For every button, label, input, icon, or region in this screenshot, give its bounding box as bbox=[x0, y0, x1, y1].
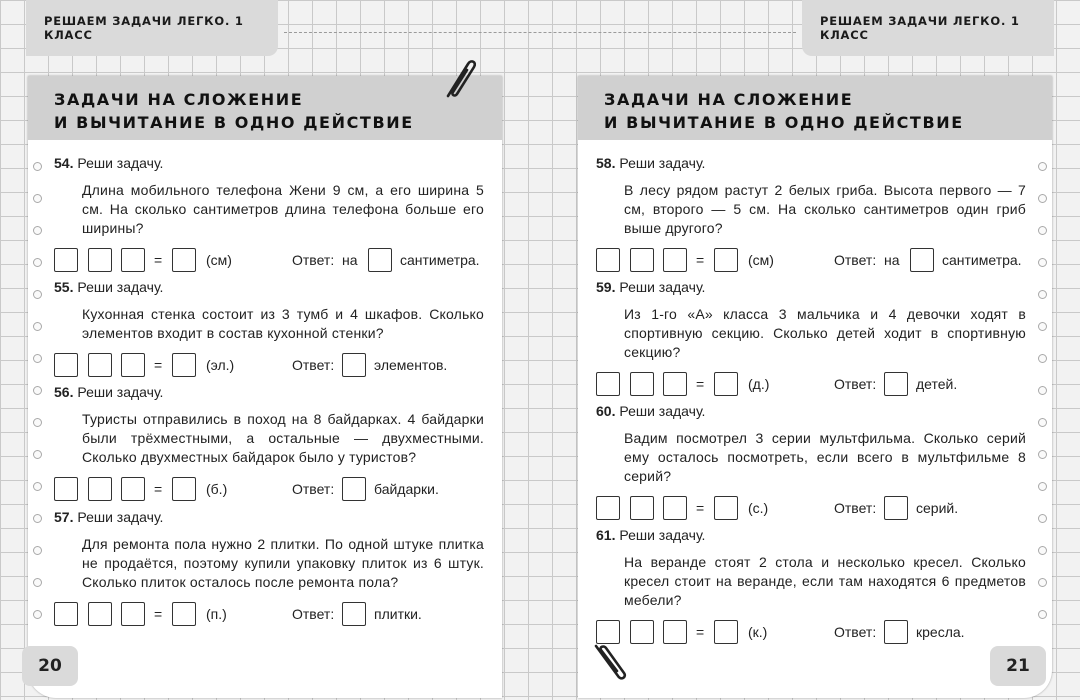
binder-hole-icon bbox=[33, 514, 42, 523]
binder-hole-icon bbox=[33, 578, 42, 587]
task-instruction: Реши задачу. bbox=[619, 403, 706, 419]
task-number: 56. bbox=[54, 384, 74, 400]
answer-box[interactable] bbox=[663, 620, 687, 644]
task-56 bbox=[54, 383, 484, 503]
solution-row bbox=[596, 372, 1026, 398]
binder-hole-icon bbox=[1038, 194, 1047, 203]
answer-box[interactable] bbox=[663, 248, 687, 272]
section-title-line1: ЗАДАЧИ НА СЛОЖЕНИЕ bbox=[54, 90, 304, 109]
binder-hole-icon bbox=[33, 610, 42, 619]
answer-box[interactable] bbox=[596, 372, 620, 396]
task-number: 59. bbox=[596, 279, 616, 295]
equals-sign: = bbox=[696, 624, 705, 640]
equals-sign: = bbox=[696, 376, 705, 392]
binder-hole-icon bbox=[33, 482, 42, 491]
answer-box[interactable] bbox=[121, 248, 145, 272]
answer-box[interactable] bbox=[54, 248, 78, 272]
binder-hole-icon bbox=[1038, 578, 1047, 587]
task-number: 54. bbox=[54, 155, 74, 171]
binder-hole-icon bbox=[33, 290, 42, 299]
task-number: 61. bbox=[596, 527, 616, 543]
equals-sign: = bbox=[154, 252, 163, 268]
answer-box[interactable] bbox=[630, 620, 654, 644]
task-60 bbox=[596, 402, 1026, 522]
solution-row bbox=[54, 477, 484, 503]
answer-suffix: детей. bbox=[916, 376, 958, 392]
answer-suffix: сантиметра. bbox=[400, 252, 480, 268]
answer-box[interactable] bbox=[54, 353, 78, 377]
equals-sign: = bbox=[154, 606, 163, 622]
result-box[interactable] bbox=[714, 248, 738, 272]
answer-box[interactable] bbox=[630, 372, 654, 396]
answer-box[interactable] bbox=[596, 496, 620, 520]
answer-suffix: серий. bbox=[916, 500, 959, 516]
equals-sign: = bbox=[154, 357, 163, 373]
unit-label: (с.) bbox=[748, 500, 769, 516]
answer-suffix: плитки. bbox=[374, 606, 422, 622]
equals-sign: = bbox=[696, 500, 705, 516]
binder-hole-icon bbox=[33, 450, 42, 459]
header-title-right: РЕШАЕМ ЗАДАЧИ ЛЕГКО. 1 КЛАСС bbox=[820, 14, 1020, 42]
result-box[interactable] bbox=[714, 496, 738, 520]
task-text: Длина мобильного телефона Жени 9 см, а его ширина 5 см. На сколько сантиметров длина телефона больше его ширины? bbox=[82, 182, 484, 236]
task-text: Кухонная стенка состоит из 3 тумб и 4 шкафов. Сколько элементов входит в состав кухонной стенки? bbox=[82, 306, 484, 341]
answer-label: Ответ: bbox=[834, 500, 877, 516]
paperclip-icon bbox=[588, 636, 628, 686]
result-box[interactable] bbox=[714, 372, 738, 396]
answer-box[interactable] bbox=[121, 602, 145, 626]
left-page bbox=[28, 76, 502, 698]
task-number: 55. bbox=[54, 279, 74, 295]
solution-row bbox=[54, 248, 484, 274]
task-text: Для ремонта пола нужно 2 плитки. По одной штуке плитка не продаётся, поэтому купили упаковку плиток из 6 штук. Сколько плиток осталось после ремонта пола? bbox=[82, 536, 484, 590]
answer-label: Ответ: bbox=[292, 481, 335, 497]
answer-box[interactable] bbox=[663, 496, 687, 520]
answer-box[interactable] bbox=[88, 477, 112, 501]
final-answer-box[interactable] bbox=[884, 372, 908, 396]
task-number: 57. bbox=[54, 509, 74, 525]
final-answer-box[interactable] bbox=[884, 496, 908, 520]
binder-hole-icon bbox=[33, 258, 42, 267]
binder-hole-icon bbox=[1038, 386, 1047, 395]
task-text: Вадим посмотрел 3 серии мультфильма. Сколько серий ему осталось посмотреть, если всего в мультфильме 8 серий? bbox=[624, 430, 1026, 484]
final-answer-box[interactable] bbox=[884, 620, 908, 644]
answer-box[interactable] bbox=[663, 372, 687, 396]
task-text: На веранде стоят 2 стола и несколько кресел. Сколько кресел стоит на веранде, если там находятся 6 предметов мебели? bbox=[624, 554, 1026, 608]
solution-row bbox=[54, 353, 484, 379]
solution-row bbox=[596, 496, 1026, 522]
solution-row bbox=[54, 602, 484, 628]
answer-box[interactable] bbox=[54, 602, 78, 626]
binder-hole-icon bbox=[1038, 354, 1047, 363]
answer-box[interactable] bbox=[596, 248, 620, 272]
task-instruction: Реши задачу. bbox=[619, 279, 706, 295]
final-answer-box[interactable] bbox=[342, 353, 366, 377]
task-58 bbox=[596, 154, 1026, 274]
paperclip-icon bbox=[440, 54, 480, 104]
running-header-left bbox=[26, 0, 278, 56]
answer-box[interactable] bbox=[88, 602, 112, 626]
task-61 bbox=[596, 526, 1026, 646]
binder-hole-icon bbox=[33, 354, 42, 363]
binder-hole-icon bbox=[33, 226, 42, 235]
result-box[interactable] bbox=[714, 620, 738, 644]
final-answer-box[interactable] bbox=[342, 477, 366, 501]
equals-sign: = bbox=[696, 252, 705, 268]
answer-box[interactable] bbox=[630, 496, 654, 520]
unit-label: (эл.) bbox=[206, 357, 235, 373]
task-instruction: Реши задачу. bbox=[77, 384, 164, 400]
task-instruction: Реши задачу. bbox=[619, 527, 706, 543]
answer-label: Ответ: bbox=[292, 252, 335, 268]
task-instruction: Реши задачу. bbox=[77, 279, 164, 295]
answer-suffix: сантиметра. bbox=[942, 252, 1022, 268]
header-divider bbox=[284, 32, 796, 33]
page-number-left: 20 bbox=[22, 646, 78, 686]
task-text: Из 1-го «А» класса 3 мальчика и 4 девочки ходят в спортивную секцию. Сколько детей ходит в спортивную секцию? bbox=[624, 306, 1026, 360]
answer-box[interactable] bbox=[54, 477, 78, 501]
solution-row bbox=[596, 620, 1026, 646]
binder-hole-icon bbox=[1038, 258, 1047, 267]
right-page bbox=[578, 76, 1052, 698]
answer-prefix: на bbox=[342, 252, 358, 268]
answer-label: Ответ: bbox=[292, 606, 335, 622]
result-box[interactable] bbox=[172, 248, 196, 272]
binder-hole-icon bbox=[33, 546, 42, 555]
section-title-left bbox=[28, 76, 502, 140]
running-header-right bbox=[802, 0, 1054, 56]
unit-label: (п.) bbox=[206, 606, 227, 622]
binder-hole-icon bbox=[33, 418, 42, 427]
section-title-line1: ЗАДАЧИ НА СЛОЖЕНИЕ bbox=[604, 90, 854, 109]
unit-label: (см) bbox=[748, 252, 774, 268]
final-answer-box[interactable] bbox=[910, 248, 934, 272]
final-answer-box[interactable] bbox=[368, 248, 392, 272]
task-number: 58. bbox=[596, 155, 616, 171]
final-answer-box[interactable] bbox=[342, 602, 366, 626]
result-box[interactable] bbox=[172, 602, 196, 626]
binder-hole-icon bbox=[1038, 514, 1047, 523]
answer-box[interactable] bbox=[88, 353, 112, 377]
solution-row bbox=[596, 248, 1026, 274]
unit-label: (см) bbox=[206, 252, 232, 268]
task-text: В лесу рядом растут 2 белых гриба. Высота первого — 7 см, второго — 5 см. На сколько сантиметров один гриб выше другого? bbox=[624, 182, 1026, 236]
result-box[interactable] bbox=[172, 353, 196, 377]
task-number: 60. bbox=[596, 403, 616, 419]
binder-hole-icon bbox=[33, 162, 42, 171]
unit-label: (к.) bbox=[748, 624, 768, 640]
binder-hole-icon bbox=[1038, 290, 1047, 299]
binder-hole-icon bbox=[1038, 450, 1047, 459]
page-number-right: 21 bbox=[990, 646, 1046, 686]
answer-box[interactable] bbox=[88, 248, 112, 272]
task-54 bbox=[54, 154, 484, 274]
task-instruction: Реши задачу. bbox=[619, 155, 706, 171]
binder-hole-icon bbox=[33, 322, 42, 331]
answer-box[interactable] bbox=[630, 248, 654, 272]
answer-label: Ответ: bbox=[834, 252, 877, 268]
answer-box[interactable] bbox=[121, 477, 145, 501]
answer-label: Ответ: bbox=[834, 624, 877, 640]
answer-label: Ответ: bbox=[292, 357, 335, 373]
binder-hole-icon bbox=[1038, 162, 1047, 171]
task-text: Туристы отправились в поход на 8 байдарках. 4 байдарки были трёхместными, а остальные — двухместными. Сколько двухместных байдарок было у туристов? bbox=[82, 411, 484, 465]
binder-hole-icon bbox=[1038, 610, 1047, 619]
answer-label: Ответ: bbox=[834, 376, 877, 392]
answer-suffix: элементов. bbox=[374, 357, 448, 373]
answer-suffix: байдарки. bbox=[374, 481, 439, 497]
equals-sign: = bbox=[154, 481, 163, 497]
header-title-left: РЕШАЕМ ЗАДАЧИ ЛЕГКО. 1 КЛАСС bbox=[44, 14, 244, 42]
binder-hole-icon bbox=[33, 386, 42, 395]
task-instruction: Реши задачу. bbox=[77, 509, 164, 525]
binder-hole-icon bbox=[1038, 546, 1047, 555]
binder-hole-icon bbox=[33, 194, 42, 203]
section-title-right bbox=[578, 76, 1052, 140]
answer-suffix: кресла. bbox=[916, 624, 965, 640]
section-title-line2: И ВЫЧИТАНИЕ В ОДНО ДЕЙСТВИЕ bbox=[54, 113, 414, 132]
binder-hole-icon bbox=[1038, 482, 1047, 491]
task-59 bbox=[596, 278, 1026, 398]
task-57 bbox=[54, 508, 484, 628]
answer-box[interactable] bbox=[121, 353, 145, 377]
task-instruction: Реши задачу. bbox=[77, 155, 164, 171]
answer-prefix: на bbox=[884, 252, 900, 268]
binder-hole-icon bbox=[1038, 322, 1047, 331]
unit-label: (б.) bbox=[206, 481, 228, 497]
unit-label: (д.) bbox=[748, 376, 770, 392]
binder-hole-icon bbox=[1038, 226, 1047, 235]
binder-hole-icon bbox=[1038, 418, 1047, 427]
result-box[interactable] bbox=[172, 477, 196, 501]
section-title-line2: И ВЫЧИТАНИЕ В ОДНО ДЕЙСТВИЕ bbox=[604, 113, 964, 132]
task-55 bbox=[54, 278, 484, 379]
